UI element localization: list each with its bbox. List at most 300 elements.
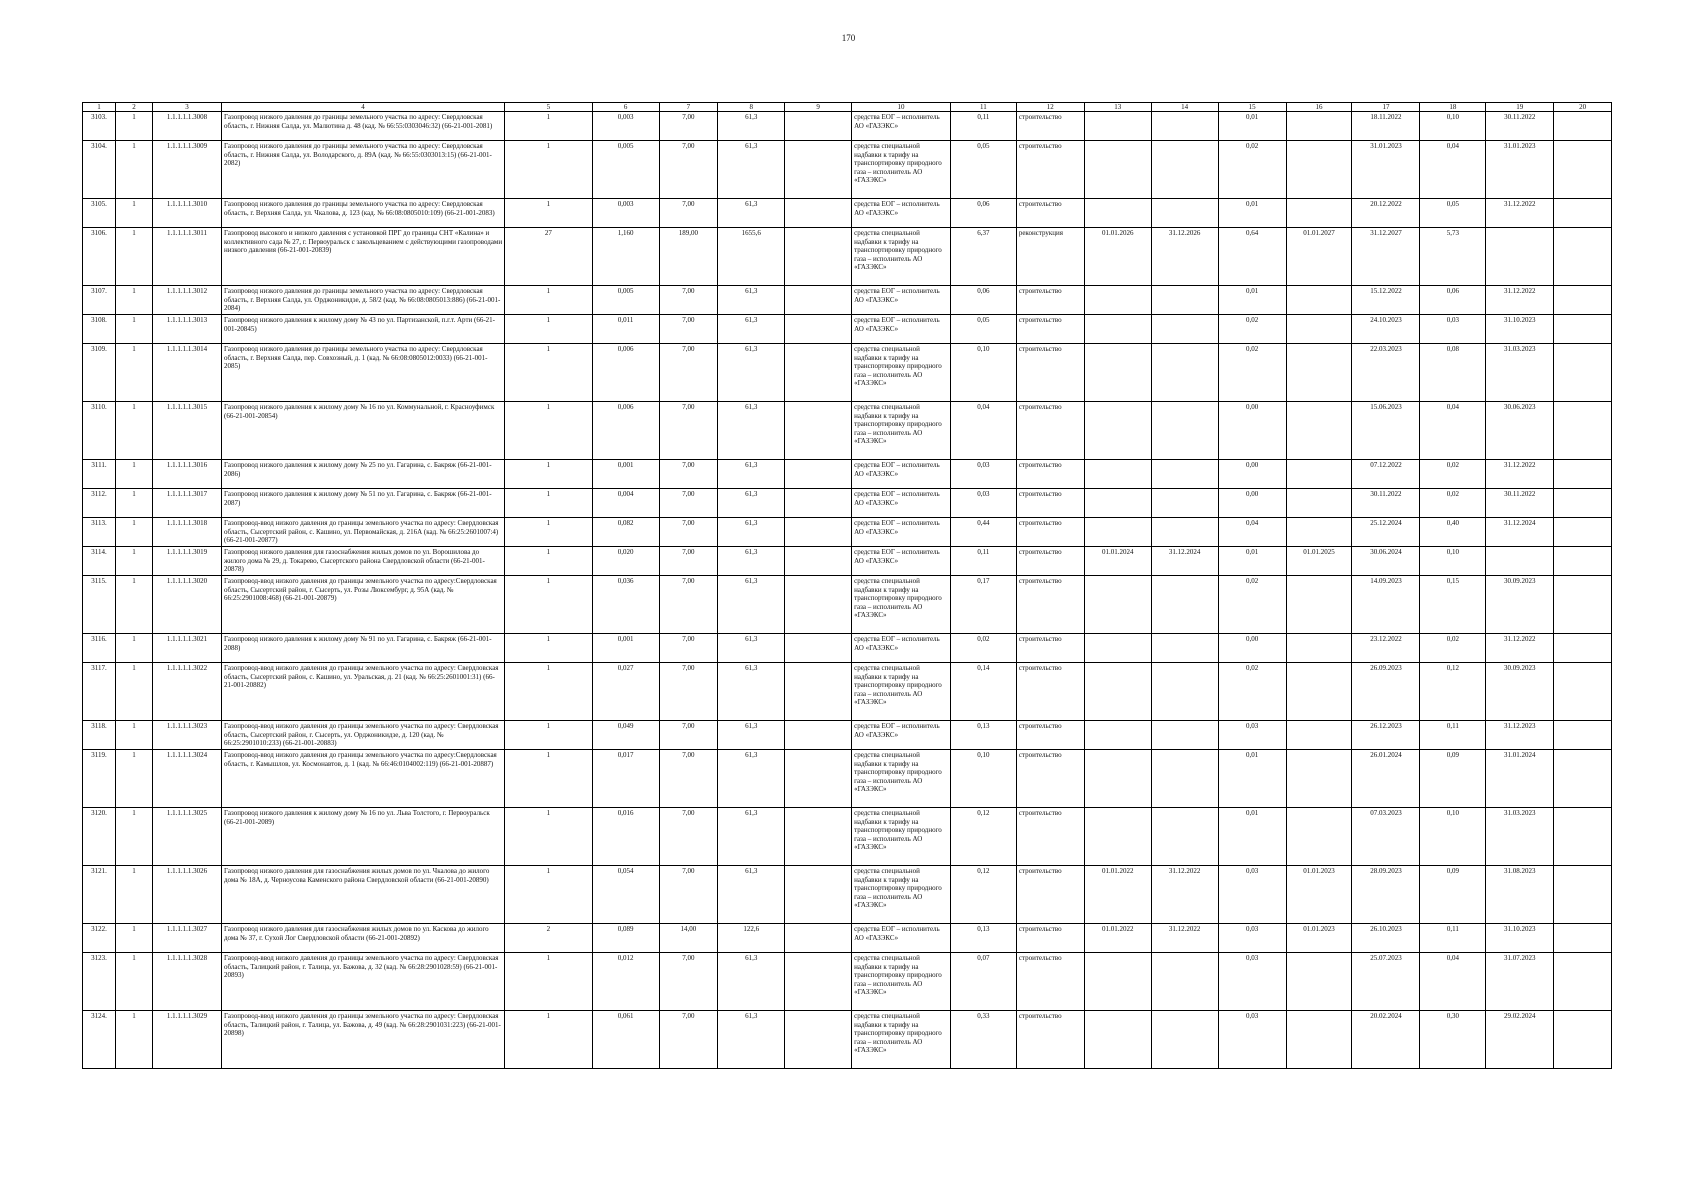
cell-col-4: Газопровод низкого давления до границы земельного участка по адресу: Свердловская область, г. Нижняя Салда, ул. Малютина д. 48 (кад. № 66:55:0303046:32) (66-21-001-2081) (221, 112, 504, 141)
cell-col-14 (1151, 141, 1218, 199)
cell-col-11: 0,11 (950, 112, 1016, 141)
table-row (83, 112, 1612, 141)
column-header-12: 12 (1016, 103, 1084, 112)
column-header-6: 6 (592, 103, 659, 112)
cell-col-8: 1655,6 (718, 228, 785, 286)
cell-col-15: 0,04 (1218, 518, 1286, 547)
cell-col-16: 01.01.2027 (1286, 228, 1352, 286)
cell-col-15: 0,03 (1218, 1011, 1286, 1069)
cell-col-6: 0,012 (592, 953, 659, 1011)
cell-col-12: строительство (1016, 286, 1084, 315)
cell-col-8: 61,3 (718, 489, 785, 518)
cell-col-6: 0,001 (592, 460, 659, 489)
cell-col-5: 1 (505, 750, 593, 808)
cell-col-8: 61,3 (718, 634, 785, 663)
column-header-9: 9 (785, 103, 852, 112)
cell-col-7: 7,00 (659, 663, 718, 721)
cell-col-5: 1 (505, 663, 593, 721)
cell-col-9 (785, 1011, 852, 1069)
cell-col-19: 31.12.2022 (1486, 199, 1554, 228)
cell-col-7: 7,00 (659, 315, 718, 344)
cell-col-16 (1286, 286, 1352, 315)
cell-col-4: Газопровод низкого давления до границы земельного участка по адресу: Свердловская область, г. Верхняя Салда, пер. Совхозный, д. 1 (кад. № 66:08:0805012:0033) (66-21-001-2085) (221, 344, 504, 402)
cell-col-14: 31.12.2022 (1151, 866, 1218, 924)
cell-col-14 (1151, 634, 1218, 663)
cell-col-1: 3112. (83, 489, 116, 518)
cell-col-17: 07.03.2023 (1352, 808, 1420, 866)
cell-col-5: 1 (505, 141, 593, 199)
cell-col-1: 3114. (83, 547, 116, 576)
table-row (83, 1011, 1612, 1069)
cell-col-12: строительство (1016, 112, 1084, 141)
cell-col-6: 0,003 (592, 112, 659, 141)
cell-col-6: 0,001 (592, 634, 659, 663)
cell-col-18: 0,08 (1420, 344, 1486, 402)
cell-col-9 (785, 547, 852, 576)
cell-col-17: 31.12.2027 (1352, 228, 1420, 286)
cell-col-2: 1 (115, 953, 152, 1011)
cell-col-12: строительство (1016, 924, 1084, 953)
cell-col-14 (1151, 576, 1218, 634)
table-row (83, 286, 1612, 315)
cell-col-7: 7,00 (659, 953, 718, 1011)
cell-col-14 (1151, 402, 1218, 460)
cell-col-4: Газопровод низкого давления к жилому дому № 16 по ул. Льва Толстого, г. Первоуральск (66-21-001-2089) (221, 808, 504, 866)
cell-col-20 (1554, 286, 1612, 315)
cell-col-5: 1 (505, 1011, 593, 1069)
cell-col-19: 30.09.2023 (1486, 663, 1554, 721)
cell-col-17: 22.03.2023 (1352, 344, 1420, 402)
cell-col-20 (1554, 460, 1612, 489)
cell-col-11: 0,10 (950, 344, 1016, 402)
cell-col-20 (1554, 315, 1612, 344)
cell-col-7: 7,00 (659, 518, 718, 547)
cell-col-7: 7,00 (659, 112, 718, 141)
table-row (83, 402, 1612, 460)
cell-col-7: 7,00 (659, 634, 718, 663)
cell-col-20 (1554, 721, 1612, 750)
cell-col-7: 7,00 (659, 489, 718, 518)
cell-col-3: 1.1.1.1.1.3026 (153, 866, 222, 924)
cell-col-12: строительство (1016, 866, 1084, 924)
cell-col-16 (1286, 1011, 1352, 1069)
cell-col-10: средства ЕОГ – исполнитель АО «ГАЗЭКС» (852, 547, 951, 576)
cell-col-11: 0,03 (950, 489, 1016, 518)
cell-col-18: 0,12 (1420, 663, 1486, 721)
cell-col-16 (1286, 315, 1352, 344)
cell-col-13 (1084, 750, 1151, 808)
cell-col-16 (1286, 489, 1352, 518)
cell-col-11: 0,02 (950, 634, 1016, 663)
cell-col-3: 1.1.1.1.1.3014 (153, 344, 222, 402)
cell-col-9 (785, 663, 852, 721)
cell-col-19: 31.07.2023 (1486, 953, 1554, 1011)
cell-col-12: строительство (1016, 460, 1084, 489)
cell-col-17: 07.12.2022 (1352, 460, 1420, 489)
cell-col-10: средства специальной надбавки к тарифу на транспортировку природного газа – исполнитель АО «ГАЗЭКС» (852, 141, 951, 199)
cell-col-14: 31.12.2022 (1151, 924, 1218, 953)
cell-col-2: 1 (115, 1011, 152, 1069)
cell-col-9 (785, 112, 852, 141)
cell-col-3: 1.1.1.1.1.3028 (153, 953, 222, 1011)
cell-col-17: 20.12.2022 (1352, 199, 1420, 228)
cell-col-13 (1084, 112, 1151, 141)
cell-col-14: 31.12.2024 (1151, 547, 1218, 576)
cell-col-19 (1486, 547, 1554, 576)
cell-col-6: 0,036 (592, 576, 659, 634)
cell-col-18: 0,10 (1420, 808, 1486, 866)
cell-col-8: 61,3 (718, 750, 785, 808)
column-header-19: 19 (1486, 103, 1554, 112)
cell-col-1: 3104. (83, 141, 116, 199)
cell-col-16: 01.01.2023 (1286, 924, 1352, 953)
cell-col-16 (1286, 141, 1352, 199)
cell-col-1: 3115. (83, 576, 116, 634)
cell-col-17: 20.02.2024 (1352, 1011, 1420, 1069)
cell-col-20 (1554, 518, 1612, 547)
column-header-15: 15 (1218, 103, 1286, 112)
cell-col-18: 0,30 (1420, 1011, 1486, 1069)
cell-col-12: строительство (1016, 344, 1084, 402)
column-header-7: 7 (659, 103, 718, 112)
cell-col-12: строительство (1016, 547, 1084, 576)
cell-col-10: средства специальной надбавки к тарифу на транспортировку природного газа – исполнитель АО «ГАЗЭКС» (852, 808, 951, 866)
cell-col-10: средства ЕОГ – исполнитель АО «ГАЗЭКС» (852, 460, 951, 489)
column-header-18: 18 (1420, 103, 1486, 112)
cell-col-10: средства ЕОГ – исполнитель АО «ГАЗЭКС» (852, 634, 951, 663)
cell-col-17: 26.01.2024 (1352, 750, 1420, 808)
cell-col-20 (1554, 199, 1612, 228)
cell-col-4: Газопровод низкого давления к жилому дому № 25 по ул. Гагарина, с. Бакряж (66-21-001-2086) (221, 460, 504, 489)
cell-col-1: 3117. (83, 663, 116, 721)
cell-col-3: 1.1.1.1.1.3024 (153, 750, 222, 808)
cell-col-13 (1084, 460, 1151, 489)
cell-col-20 (1554, 866, 1612, 924)
cell-col-12: строительство (1016, 808, 1084, 866)
cell-col-11: 0,05 (950, 315, 1016, 344)
cell-col-2: 1 (115, 518, 152, 547)
cell-col-15: 0,03 (1218, 924, 1286, 953)
cell-col-19: 30.11.2022 (1486, 112, 1554, 141)
cell-col-1: 3116. (83, 634, 116, 663)
cell-col-11: 0,14 (950, 663, 1016, 721)
cell-col-13 (1084, 721, 1151, 750)
cell-col-19: 31.03.2023 (1486, 344, 1554, 402)
cell-col-13 (1084, 663, 1151, 721)
cell-col-1: 3121. (83, 866, 116, 924)
cell-col-4: Газопровод низкого давления для газоснабжения жилых домов по ул. Ворошилова до жилого дома № 29, д. Токарево, Сысертского района Свердловской области (66-21-001-20878) (221, 547, 504, 576)
cell-col-15: 0,00 (1218, 634, 1286, 663)
cell-col-17: 30.06.2024 (1352, 547, 1420, 576)
cell-col-11: 0,06 (950, 286, 1016, 315)
cell-col-9 (785, 518, 852, 547)
cell-col-4: Газопровод низкого давления до границы земельного участка по адресу: Свердловская область, г. Верхняя Салда, ул. Чкалова, д. 123 (кад. № 66:08:0805010:109) (66-21-001-2083) (221, 199, 504, 228)
header-row (83, 103, 1612, 112)
cell-col-11: 0,12 (950, 808, 1016, 866)
cell-col-13: 01.01.2022 (1084, 924, 1151, 953)
cell-col-15: 0,00 (1218, 489, 1286, 518)
cell-col-18: 0,03 (1420, 315, 1486, 344)
cell-col-14 (1151, 460, 1218, 489)
cell-col-2: 1 (115, 634, 152, 663)
cell-col-16 (1286, 953, 1352, 1011)
cell-col-16 (1286, 576, 1352, 634)
cell-col-15: 0,00 (1218, 402, 1286, 460)
table-row (83, 315, 1612, 344)
cell-col-4: Газопровод-ввод низкого давления до границы земельного участка по адресу: Свердловская область, Сысертский район, с. Кашино, ул. Уральская, д. 21 (кад. № 66:25:2601001:31) (66-21-001-20882) (221, 663, 504, 721)
cell-col-3: 1.1.1.1.1.3018 (153, 518, 222, 547)
cell-col-13 (1084, 518, 1151, 547)
cell-col-14 (1151, 1011, 1218, 1069)
cell-col-17: 30.11.2022 (1352, 489, 1420, 518)
cell-col-15: 0,00 (1218, 460, 1286, 489)
cell-col-15: 0,02 (1218, 141, 1286, 199)
table-row (83, 750, 1612, 808)
cell-col-4: Газопровод-ввод низкого давления до границы земельного участка по адресу:Свердловская область, г. Камышлов, ул. Космонавтов, д. 1 (кад. № 66:46:0104002:119) (66-21-001-20887) (221, 750, 504, 808)
cell-col-2: 1 (115, 460, 152, 489)
table-row (83, 953, 1612, 1011)
cell-col-10: средства ЕОГ – исполнитель АО «ГАЗЭКС» (852, 489, 951, 518)
cell-col-2: 1 (115, 315, 152, 344)
cell-col-1: 3105. (83, 199, 116, 228)
table-row (83, 547, 1612, 576)
cell-col-20 (1554, 750, 1612, 808)
cell-col-5: 1 (505, 576, 593, 634)
column-header-14: 14 (1151, 103, 1218, 112)
cell-col-16 (1286, 518, 1352, 547)
register-table (82, 102, 1612, 1069)
cell-col-16 (1286, 112, 1352, 141)
cell-col-4: Газопровод-ввод низкого давления до границы земельного участка по адресу:Свердловская область, Сысертский район, г. Сысерть, ул. Розы Люксембург, д. 95А (кад. № 66:25:2901008:468) (66-21-001-20879) (221, 576, 504, 634)
cell-col-7: 7,00 (659, 866, 718, 924)
cell-col-12: строительство (1016, 402, 1084, 460)
cell-col-13 (1084, 286, 1151, 315)
cell-col-9 (785, 750, 852, 808)
cell-col-6: 0,003 (592, 199, 659, 228)
cell-col-9 (785, 141, 852, 199)
cell-col-18: 0,09 (1420, 750, 1486, 808)
cell-col-20 (1554, 1011, 1612, 1069)
cell-col-7: 7,00 (659, 576, 718, 634)
cell-col-5: 1 (505, 808, 593, 866)
cell-col-17: 28.09.2023 (1352, 866, 1420, 924)
cell-col-4: Газопровод низкого давления для газоснабжения жилых домов по ул. Каскова до жилого дома № 37, г. Сухой Лог Свердловской области (66-21-001-20892) (221, 924, 504, 953)
cell-col-3: 1.1.1.1.1.3021 (153, 634, 222, 663)
cell-col-3: 1.1.1.1.1.3022 (153, 663, 222, 721)
cell-col-4: Газопровод-ввод низкого давления до границы земельного участка по адресу: Свердловская область, Талицкий район, г. Талица, ул. Бажова, д. 49 (кад. № 66:28:2901031:223) (66-21-001-20898) (221, 1011, 504, 1069)
cell-col-15: 0,03 (1218, 953, 1286, 1011)
cell-col-1: 3120. (83, 808, 116, 866)
cell-col-6: 0,006 (592, 402, 659, 460)
cell-col-6: 0,054 (592, 866, 659, 924)
cell-col-5: 1 (505, 547, 593, 576)
table-row (83, 518, 1612, 547)
cell-col-16 (1286, 750, 1352, 808)
cell-col-10: средства ЕОГ – исполнитель АО «ГАЗЭКС» (852, 112, 951, 141)
table-row (83, 228, 1612, 286)
cell-col-10: средства ЕОГ – исполнитель АО «ГАЗЭКС» (852, 286, 951, 315)
cell-col-7: 7,00 (659, 1011, 718, 1069)
cell-col-2: 1 (115, 808, 152, 866)
cell-col-8: 61,3 (718, 547, 785, 576)
cell-col-6: 0,049 (592, 721, 659, 750)
cell-col-15: 0,03 (1218, 866, 1286, 924)
cell-col-12: строительство (1016, 721, 1084, 750)
cell-col-16: 01.01.2025 (1286, 547, 1352, 576)
cell-col-20 (1554, 663, 1612, 721)
cell-col-1: 3108. (83, 315, 116, 344)
cell-col-8: 61,3 (718, 953, 785, 1011)
cell-col-1: 3109. (83, 344, 116, 402)
cell-col-12: строительство (1016, 750, 1084, 808)
cell-col-19: 31.01.2024 (1486, 750, 1554, 808)
cell-col-9 (785, 228, 852, 286)
cell-col-6: 0,006 (592, 344, 659, 402)
cell-col-19: 30.09.2023 (1486, 576, 1554, 634)
cell-col-11: 0,05 (950, 141, 1016, 199)
table-row (83, 866, 1612, 924)
cell-col-15: 0,02 (1218, 663, 1286, 721)
cell-col-18: 0,04 (1420, 402, 1486, 460)
cell-col-11: 0,03 (950, 460, 1016, 489)
cell-col-3: 1.1.1.1.1.3019 (153, 547, 222, 576)
cell-col-5: 1 (505, 402, 593, 460)
cell-col-14 (1151, 750, 1218, 808)
cell-col-17: 15.06.2023 (1352, 402, 1420, 460)
table-row (83, 721, 1612, 750)
cell-col-11: 0,06 (950, 199, 1016, 228)
cell-col-8: 61,3 (718, 286, 785, 315)
cell-col-2: 1 (115, 344, 152, 402)
cell-col-6: 0,004 (592, 489, 659, 518)
cell-col-5: 1 (505, 489, 593, 518)
cell-col-19: 31.12.2023 (1486, 721, 1554, 750)
cell-col-19: 30.11.2022 (1486, 489, 1554, 518)
cell-col-2: 1 (115, 866, 152, 924)
cell-col-17: 23.12.2022 (1352, 634, 1420, 663)
cell-col-1: 3124. (83, 1011, 116, 1069)
table-row (83, 460, 1612, 489)
cell-col-15: 0,01 (1218, 199, 1286, 228)
cell-col-7: 7,00 (659, 547, 718, 576)
cell-col-12: строительство (1016, 489, 1084, 518)
cell-col-17: 18.11.2022 (1352, 112, 1420, 141)
cell-col-14 (1151, 663, 1218, 721)
cell-col-10: средства ЕОГ – исполнитель АО «ГАЗЭКС» (852, 721, 951, 750)
cell-col-11: 0,07 (950, 953, 1016, 1011)
cell-col-20 (1554, 489, 1612, 518)
cell-col-8: 61,3 (718, 344, 785, 402)
cell-col-12: строительство (1016, 953, 1084, 1011)
cell-col-5: 1 (505, 721, 593, 750)
cell-col-20 (1554, 228, 1612, 286)
cell-col-16 (1286, 199, 1352, 228)
cell-col-11: 0,04 (950, 402, 1016, 460)
cell-col-4: Газопровод-ввод низкого давления до границы земельного участка по адресу: Свердловская область, Сысертский район, с. Кашино, ул. Первомайская, д. 216А (кад. № 66:25:2601007:4) (66-21-001-20877) (221, 518, 504, 547)
table-row (83, 663, 1612, 721)
cell-col-10: средства специальной надбавки к тарифу на транспортировку природного газа – исполнитель АО «ГАЗЭКС» (852, 576, 951, 634)
cell-col-3: 1.1.1.1.1.3020 (153, 576, 222, 634)
cell-col-7: 7,00 (659, 344, 718, 402)
cell-col-15: 0,01 (1218, 750, 1286, 808)
cell-col-15: 0,01 (1218, 286, 1286, 315)
cell-col-13: 01.01.2026 (1084, 228, 1151, 286)
cell-col-3: 1.1.1.1.1.3010 (153, 199, 222, 228)
column-header-4: 4 (221, 103, 504, 112)
cell-col-19: 31.10.2023 (1486, 315, 1554, 344)
cell-col-1: 3111. (83, 460, 116, 489)
cell-col-14 (1151, 344, 1218, 402)
cell-col-20 (1554, 953, 1612, 1011)
cell-col-7: 7,00 (659, 402, 718, 460)
cell-col-13 (1084, 315, 1151, 344)
cell-col-10: средства ЕОГ – исполнитель АО «ГАЗЭКС» (852, 518, 951, 547)
cell-col-10: средства специальной надбавки к тарифу на транспортировку природного газа – исполнитель АО «ГАЗЭКС» (852, 953, 951, 1011)
cell-col-18: 0,04 (1420, 141, 1486, 199)
cell-col-9 (785, 924, 852, 953)
cell-col-17: 25.12.2024 (1352, 518, 1420, 547)
cell-col-10: средства специальной надбавки к тарифу на транспортировку природного газа – исполнитель АО «ГАЗЭКС» (852, 344, 951, 402)
cell-col-5: 1 (505, 199, 593, 228)
cell-col-6: 0,005 (592, 141, 659, 199)
cell-col-16 (1286, 663, 1352, 721)
cell-col-2: 1 (115, 141, 152, 199)
cell-col-8: 61,3 (718, 576, 785, 634)
cell-col-6: 0,016 (592, 808, 659, 866)
cell-col-8: 61,3 (718, 402, 785, 460)
cell-col-8: 61,3 (718, 141, 785, 199)
cell-col-19: 31.08.2023 (1486, 866, 1554, 924)
cell-col-9 (785, 199, 852, 228)
cell-col-18: 0,02 (1420, 489, 1486, 518)
cell-col-18: 0,15 (1420, 576, 1486, 634)
cell-col-16: 01.01.2023 (1286, 866, 1352, 924)
cell-col-20 (1554, 547, 1612, 576)
cell-col-12: строительство (1016, 1011, 1084, 1069)
cell-col-17: 25.07.2023 (1352, 953, 1420, 1011)
cell-col-19 (1486, 228, 1554, 286)
column-header-3: 3 (153, 103, 222, 112)
cell-col-3: 1.1.1.1.1.3029 (153, 1011, 222, 1069)
cell-col-8: 61,3 (718, 112, 785, 141)
cell-col-5: 1 (505, 315, 593, 344)
column-header-13: 13 (1084, 103, 1151, 112)
cell-col-2: 1 (115, 112, 152, 141)
cell-col-17: 26.10.2023 (1352, 924, 1420, 953)
cell-col-1: 3123. (83, 953, 116, 1011)
cell-col-13 (1084, 402, 1151, 460)
cell-col-10: средства ЕОГ – исполнитель АО «ГАЗЭКС» (852, 199, 951, 228)
cell-col-18: 0,10 (1420, 112, 1486, 141)
cell-col-11: 0,13 (950, 924, 1016, 953)
cell-col-18: 0,05 (1420, 199, 1486, 228)
cell-col-19: 31.12.2022 (1486, 634, 1554, 663)
cell-col-9 (785, 460, 852, 489)
cell-col-4: Газопровод-ввод низкого давления до границы земельного участка по адресу: Свердловская область, Талицкий район, г. Талица, ул. Бажова, д. 32 (кад. № 66:28:2901028:59) (66-21-001-20893) (221, 953, 504, 1011)
cell-col-15: 0,02 (1218, 344, 1286, 402)
cell-col-7: 7,00 (659, 460, 718, 489)
cell-col-15: 0,64 (1218, 228, 1286, 286)
cell-col-2: 1 (115, 750, 152, 808)
cell-col-10: средства специальной надбавки к тарифу на транспортировку природного газа – исполнитель АО «ГАЗЭКС» (852, 402, 951, 460)
cell-col-16 (1286, 808, 1352, 866)
cell-col-11: 6,37 (950, 228, 1016, 286)
cell-col-7: 7,00 (659, 199, 718, 228)
cell-col-9 (785, 315, 852, 344)
cell-col-10: средства специальной надбавки к тарифу на транспортировку природного газа – исполнитель АО «ГАЗЭКС» (852, 228, 951, 286)
cell-col-6: 1,160 (592, 228, 659, 286)
cell-col-3: 1.1.1.1.1.3017 (153, 489, 222, 518)
